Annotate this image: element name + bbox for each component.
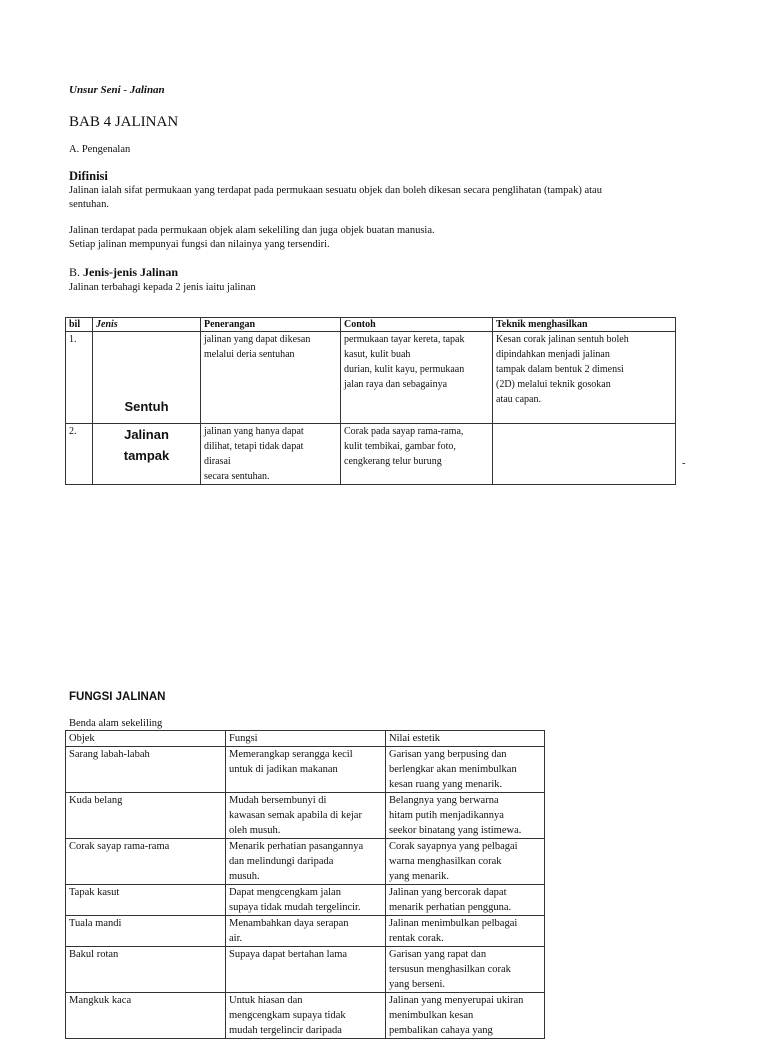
section-b-prefix: B. [69,265,84,279]
text-line: seekor binatang yang istimewa. [389,825,522,836]
text-line: tampak dalam bentuk 2 dimensi [496,364,624,375]
text-line: atau capan. [496,394,541,405]
text-line: hitam putih menjadikannya [389,810,504,821]
cell-nilai [386,885,545,916]
definition-heading: Difinisi [69,169,108,183]
text-line: kulit tembikai, gambar foto, [344,441,456,452]
text-line: pembalikan cahaya yang [389,1025,493,1036]
text-line: dilihat, tetapi tidak dapat [204,441,304,452]
table-row [66,916,545,947]
text-line: kesan ruang yang menarik. [389,779,503,790]
text-line: Corak sayapnya yang pelbagai [389,841,518,852]
cell-objek: Tuala mandi [66,916,226,947]
text-line: Menambahkan daya serapan [229,918,349,929]
text-line: Corak pada sayap rama-rama, [344,426,464,437]
cell-objek: Bakul rotan [66,947,226,993]
cell-fungsi [226,793,386,839]
cell-contoh [341,332,493,424]
header-fungsi: Fungsi [226,731,386,747]
jenis-jalinan-table [65,317,676,485]
text-line: Jalinan yang bercorak dapat [389,887,507,898]
text-line: Garisan yang rapat dan [389,949,487,960]
cell-bil: 2. [66,424,93,485]
cell-nilai [386,747,545,793]
cell-contoh [341,424,493,485]
jenis-tampak-label-line-2: tampak [123,448,170,463]
text-line: mengcengkam supaya tidak [229,1010,346,1021]
text-line: cengkerang telur burung [344,456,442,467]
definition-paragraph-2-line-1: Jalinan terdapat pada permukaan objek alam sekeliling dan juga objek buatan manusia. [69,225,435,236]
section-a-heading: A. Pengenalan [69,144,131,155]
table-row [66,793,545,839]
header-bil: bil [66,318,93,332]
cell-nilai [386,839,545,885]
text-line: rentak corak. [389,933,444,944]
fungsi-subheading: Benda alam sekeliling [69,718,163,729]
text-line: dan melindungi daripada [229,856,334,867]
text-line: Memerangkap serangga kecil [229,749,353,760]
text-line: mudah tergelincir daripada [229,1025,342,1036]
table-row [66,332,676,424]
chapter-title: BAB 4 JALINAN [69,114,179,130]
jenis-sentuh-label: Sentuh [124,399,169,414]
fungsi-jalinan-table [65,730,545,1039]
text-line: oleh musuh. [229,825,281,836]
text-line: yang menarik. [389,871,450,882]
text-line: supaya tidak mudah tergelincir. [229,902,361,913]
cell-fungsi [226,947,386,993]
table-header-row [66,731,545,747]
text-line: Belangnya yang berwarna [389,795,499,806]
text-line: Kesan corak jalinan sentuh boleh [496,334,629,345]
text-line: jalinan yang dapat dikesan [204,334,311,345]
text-line: air. [229,933,243,944]
section-b-intro: Jalinan terbahagi kepada 2 jenis iaitu jalinan [69,282,256,293]
text-line: Untuk hiasan dan [229,995,303,1006]
text-line: kasut, kulit buah [344,349,411,360]
text-line: Mudah bersembunyi di [229,795,327,806]
table-row [66,839,545,885]
text-line: durian, kulit kayu, permukaan [344,364,465,375]
table-row [66,993,545,1039]
side-mark: - [682,458,686,469]
header-jenis: Jenis [93,318,201,332]
cell-objek: Tapak kasut [66,885,226,916]
text-line: Dapat mengcengkam jalan [229,887,341,898]
text-line: Menarik perhatian pasangannya [229,841,364,852]
cell-jenis [93,424,201,485]
text-line: tersusun menghasilkan corak [389,964,511,975]
cell-penerangan [201,332,341,424]
header-nilai: Nilai estetik [386,731,545,747]
text-line: dirasai [204,456,231,467]
table-row [66,947,545,993]
text-line: musuh. [229,871,260,882]
document-subtitle: Unsur Seni - Jalinan [69,84,165,96]
cell-fungsi [226,747,386,793]
text-line: jalan raya dan sebagainya [344,379,448,390]
definition-line-1: Jalinan ialah sifat permukaan yang terdapat pada permukaan sesuatu objek dan boleh dikesan secara penglihatan (tampak) atau [69,185,602,196]
text-line: untuk di jadikan makanan [229,764,338,775]
cell-nilai [386,793,545,839]
text-line: dipindahkan menjadi jalinan [496,349,610,360]
cell-nilai [386,993,545,1039]
text-line: melalui deria sentuhan [204,349,295,360]
text-line: permukaan tayar kereta, tapak [344,334,465,345]
cell-objek: Sarang labah-labah [66,747,226,793]
fungsi-heading: FUNGSI JALINAN [69,691,166,703]
text-line: Garisan yang berpusing dan [389,749,507,760]
header-penerangan: Penerangan [201,318,341,332]
table-header-row [66,318,676,332]
cell-nilai [386,947,545,993]
header-contoh: Contoh [341,318,493,332]
cell-nilai [386,916,545,947]
table-row [66,885,545,916]
text-line: Supaya dapat bertahan lama [229,949,348,960]
text-line: warna menghasilkan corak [389,856,502,867]
definition-paragraph-2-line-2: Setiap jalinan mempunyai fungsi dan nilainya yang tersendiri. [69,239,330,250]
text-line: jalinan yang hanya dapat [204,426,304,437]
text-line: (2D) melalui teknik gosokan [496,379,611,390]
table-row [66,747,545,793]
cell-objek: Kuda belang [66,793,226,839]
text-line: kawasan semak apabila di kejar [229,810,362,821]
cell-teknik [493,332,676,424]
header-objek: Objek [66,731,226,747]
cell-fungsi [226,916,386,947]
cell-fungsi [226,839,386,885]
definition-line-2: sentuhan. [69,199,109,210]
cell-penerangan [201,424,341,485]
jenis-tampak-label-line-1: Jalinan [124,427,169,442]
section-b-heading [69,264,178,281]
cell-fungsi [226,993,386,1039]
text-line: Jalinan menimbulkan pelbagai [389,918,518,929]
table-row [66,424,676,485]
cell-objek: Mangkuk kaca [66,993,226,1039]
text-line: berlengkar akan menimbulkan [389,764,517,775]
text-line: secara sentuhan. [204,471,270,482]
cell-fungsi [226,885,386,916]
section-b-title: Jenis-jenis Jalinan [83,265,179,279]
cell-objek: Corak sayap rama-rama [66,839,226,885]
text-line: Jalinan yang menyerupai ukiran [389,995,524,1006]
text-line: menarik perhatian pengguna. [389,902,512,913]
cell-teknik [493,424,676,485]
header-teknik: Teknik menghasilkan [493,318,676,332]
text-line: yang berseni. [389,979,445,990]
cell-bil: 1. [66,332,93,424]
text-line: menimbulkan kesan [389,1010,474,1021]
cell-jenis [93,332,201,424]
